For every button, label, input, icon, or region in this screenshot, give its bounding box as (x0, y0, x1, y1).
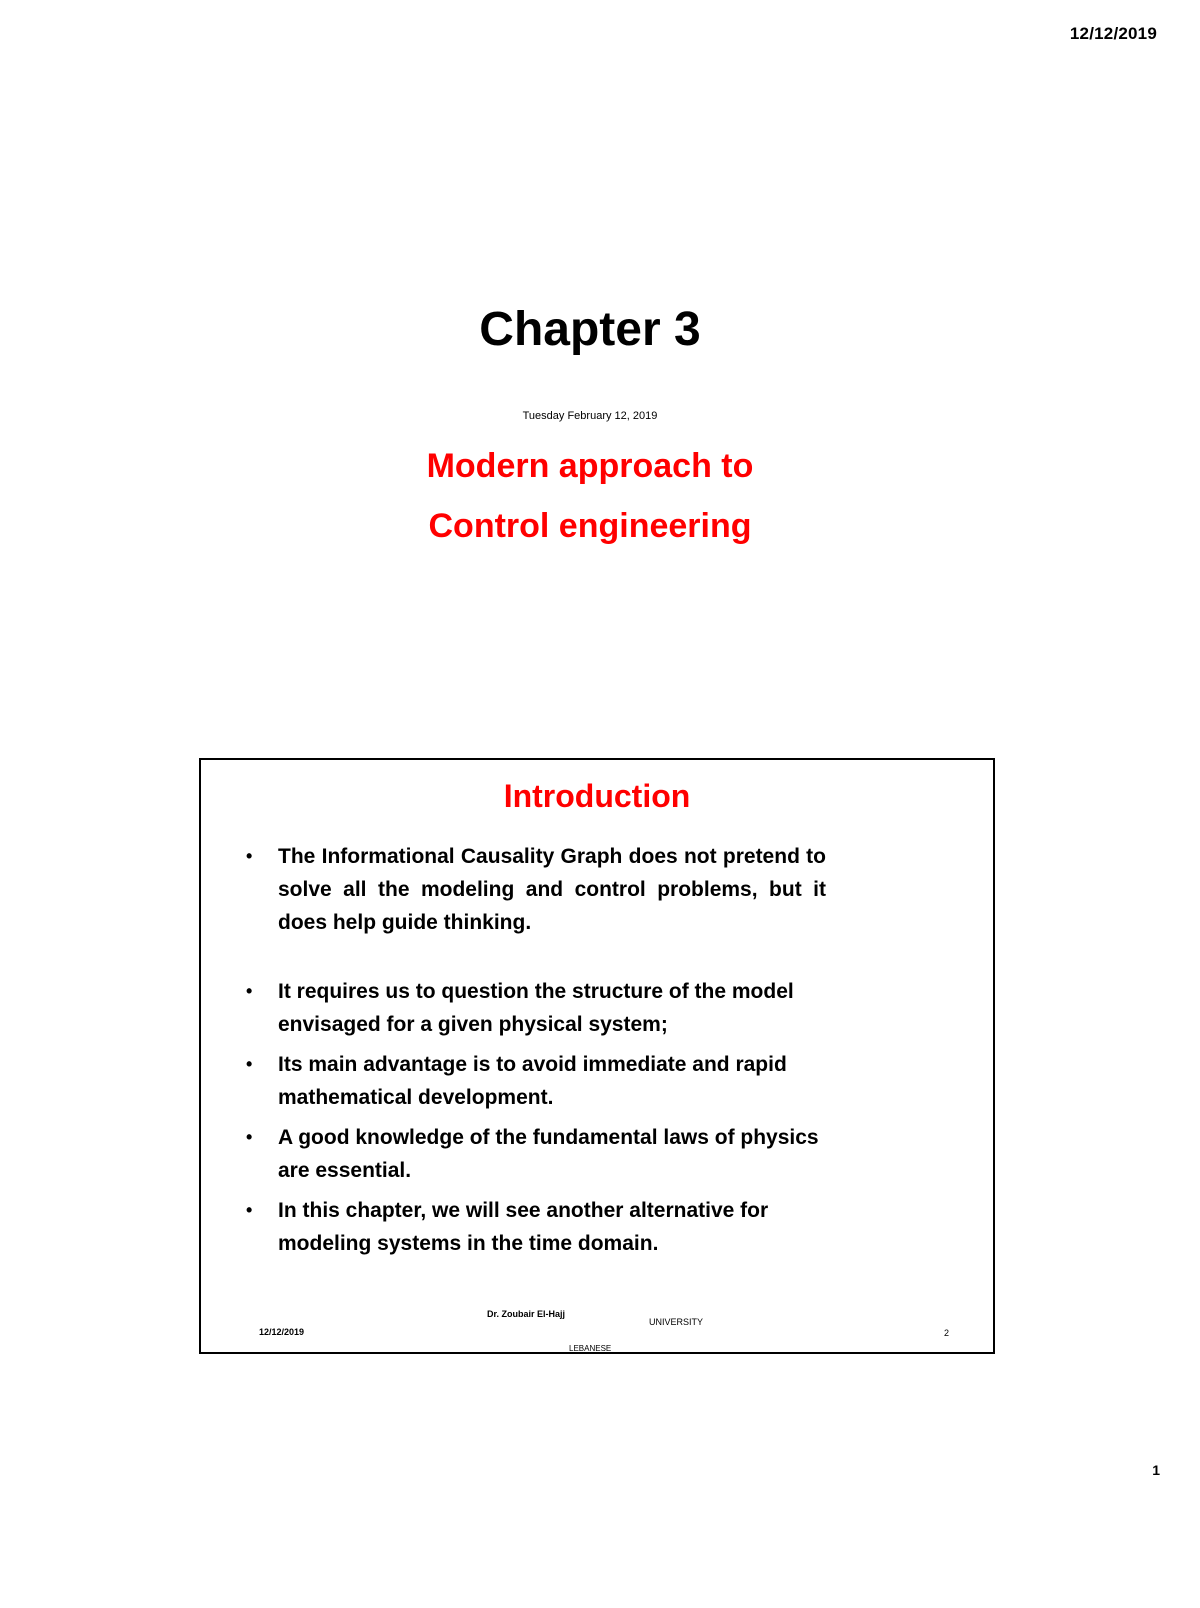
bullet-text: A good knowledge of the fundamental laws of physics are essential. (278, 1126, 819, 1182)
footer-university: UNIVERSITY (649, 1317, 704, 1327)
footer-lebanese: LEBANESE (569, 1344, 612, 1353)
bullet-icon: • (246, 846, 253, 866)
footer-slide-number: 2 (943, 1328, 949, 1338)
bullet-icon: • (246, 1054, 253, 1074)
subtitle-line-1: Modern approach to (426, 447, 754, 485)
slide-footer (201, 760, 993, 1352)
slide-heading: Introduction (503, 778, 691, 814)
footer-date: 12/12/2019 (259, 1327, 305, 1337)
page-date: 12/12/2019 (1069, 24, 1157, 43)
bullet-text: In this chapter, we will see another alternative for modeling systems in the time domain. (278, 1199, 769, 1255)
chapter-title: Chapter 3 (479, 303, 701, 356)
footer-author: Dr. Zoubair El-Hajj (487, 1309, 566, 1319)
bullet-icon: • (246, 1200, 253, 1220)
bullet-text: It requires us to question the structure of the model envisaged for a given physical system; (278, 980, 794, 1036)
bullet-icon: • (246, 981, 253, 1001)
slide-date: Tuesday February 12, 2019 (522, 410, 658, 422)
bullet-icon: • (246, 1127, 253, 1147)
bullet-text: The Informational Causality Graph does not pretend to solve all the modeling and control problems, but it does help guide thinking. (278, 845, 826, 934)
title-slide (0, 0, 1200, 740)
content-slide (199, 758, 995, 1354)
bullet-text: Its main advantage is to avoid immediate and rapid mathematical development. (278, 1053, 787, 1109)
subtitle-line-2: Control engineering (428, 507, 752, 545)
page-number: 1 (1152, 1462, 1160, 1478)
